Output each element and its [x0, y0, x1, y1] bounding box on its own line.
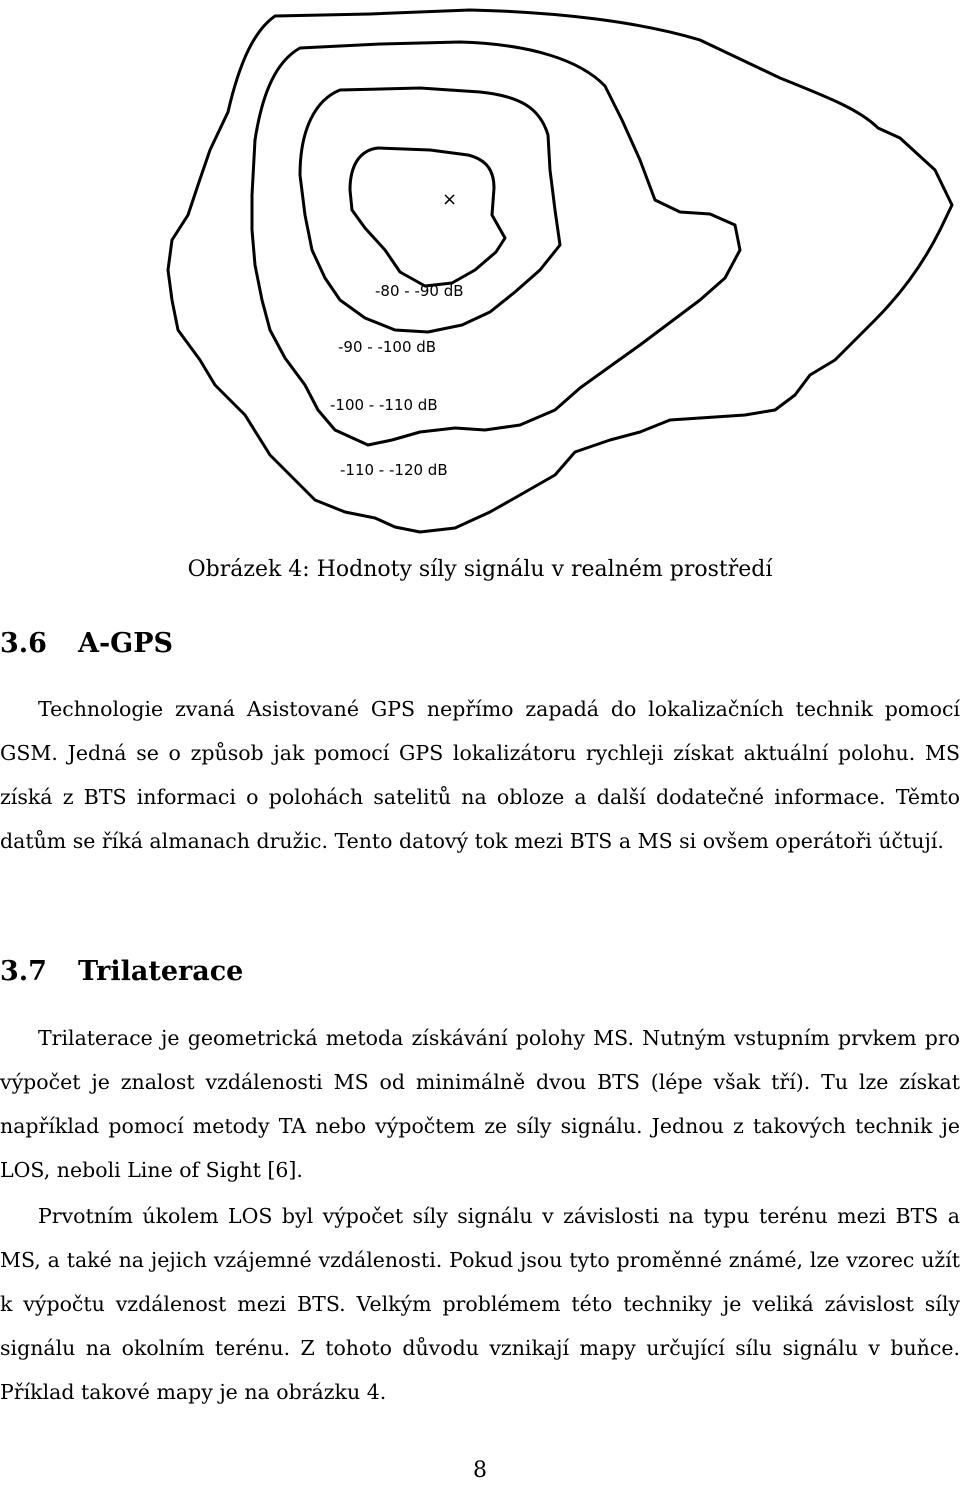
section-heading-3-7: [0, 956, 243, 987]
contour-label-3: -100 - -110 dB: [330, 396, 438, 414]
contour-inner: [350, 148, 505, 286]
contour-map-svg: [150, 0, 960, 545]
contour-label-1: -80 - -90 dB: [375, 282, 464, 300]
section-title: A-GPS: [78, 628, 174, 659]
section-heading-3-6: [0, 628, 173, 659]
paragraph-trilaterace-2: Prvotním úkolem LOS byl výpočet síly signálu v závislosti na typu terénu mezi BTS a MS, a také na jejich vzájemné vzdálenosti. Pokud jsou tyto proměnné známé, lze vzorec užít k výpočtu vzdálenost mezi BTS. Velkým problémem této techniky je veliká závislost síly signálu na okolním terénu. Z tohoto důvodu vznikají mapy určující sílu signálu v buňce. Příklad takové mapy je na obrázku 4.: [0, 1204, 960, 1404]
figure-caption: Obrázek 4: Hodnoty síly signálu v realném prostředí: [187, 557, 773, 582]
section-title: Trilaterace: [78, 956, 244, 987]
contour-outer: [168, 10, 952, 532]
contour-label-2: -90 - -100 dB: [338, 338, 437, 356]
section-number: 3.6: [0, 628, 47, 659]
signal-strength-map: [150, 0, 960, 545]
contour-third: [252, 42, 740, 445]
paragraph-agps: Technologie zvaná Asistované GPS nepřímo zapadá do lokalizačních technik pomocí GSM. Jedná se o způsob jak pomocí GPS lokalizátoru rychleji získat aktuální polohu. MS získá z BTS informaci o polohách satelitů na obloze a další dodatečné informace. Těmto datům se říká almanach družic. Tento datový tok mezi BTS a MS si ovšem operátoři účtují.: [0, 697, 960, 853]
bts-marker: ×: [442, 189, 458, 210]
contour-label-4: -110 - -120 dB: [340, 461, 448, 479]
page-number: 8: [473, 1458, 487, 1483]
section-number: 3.7: [0, 956, 47, 987]
paragraph-trilaterace-1: Trilaterace je geometrická metoda získávání polohy MS. Nutným vstupním prvkem pro výpočet je znalost vzdálenosti MS od minimálně dvou BTS (lépe však tří). Tu lze získat například pomocí metody TA nebo výpočtem ze síly signálu. Jednou z takových technik je LOS, neboli Line of Sight [6].: [0, 1026, 960, 1182]
